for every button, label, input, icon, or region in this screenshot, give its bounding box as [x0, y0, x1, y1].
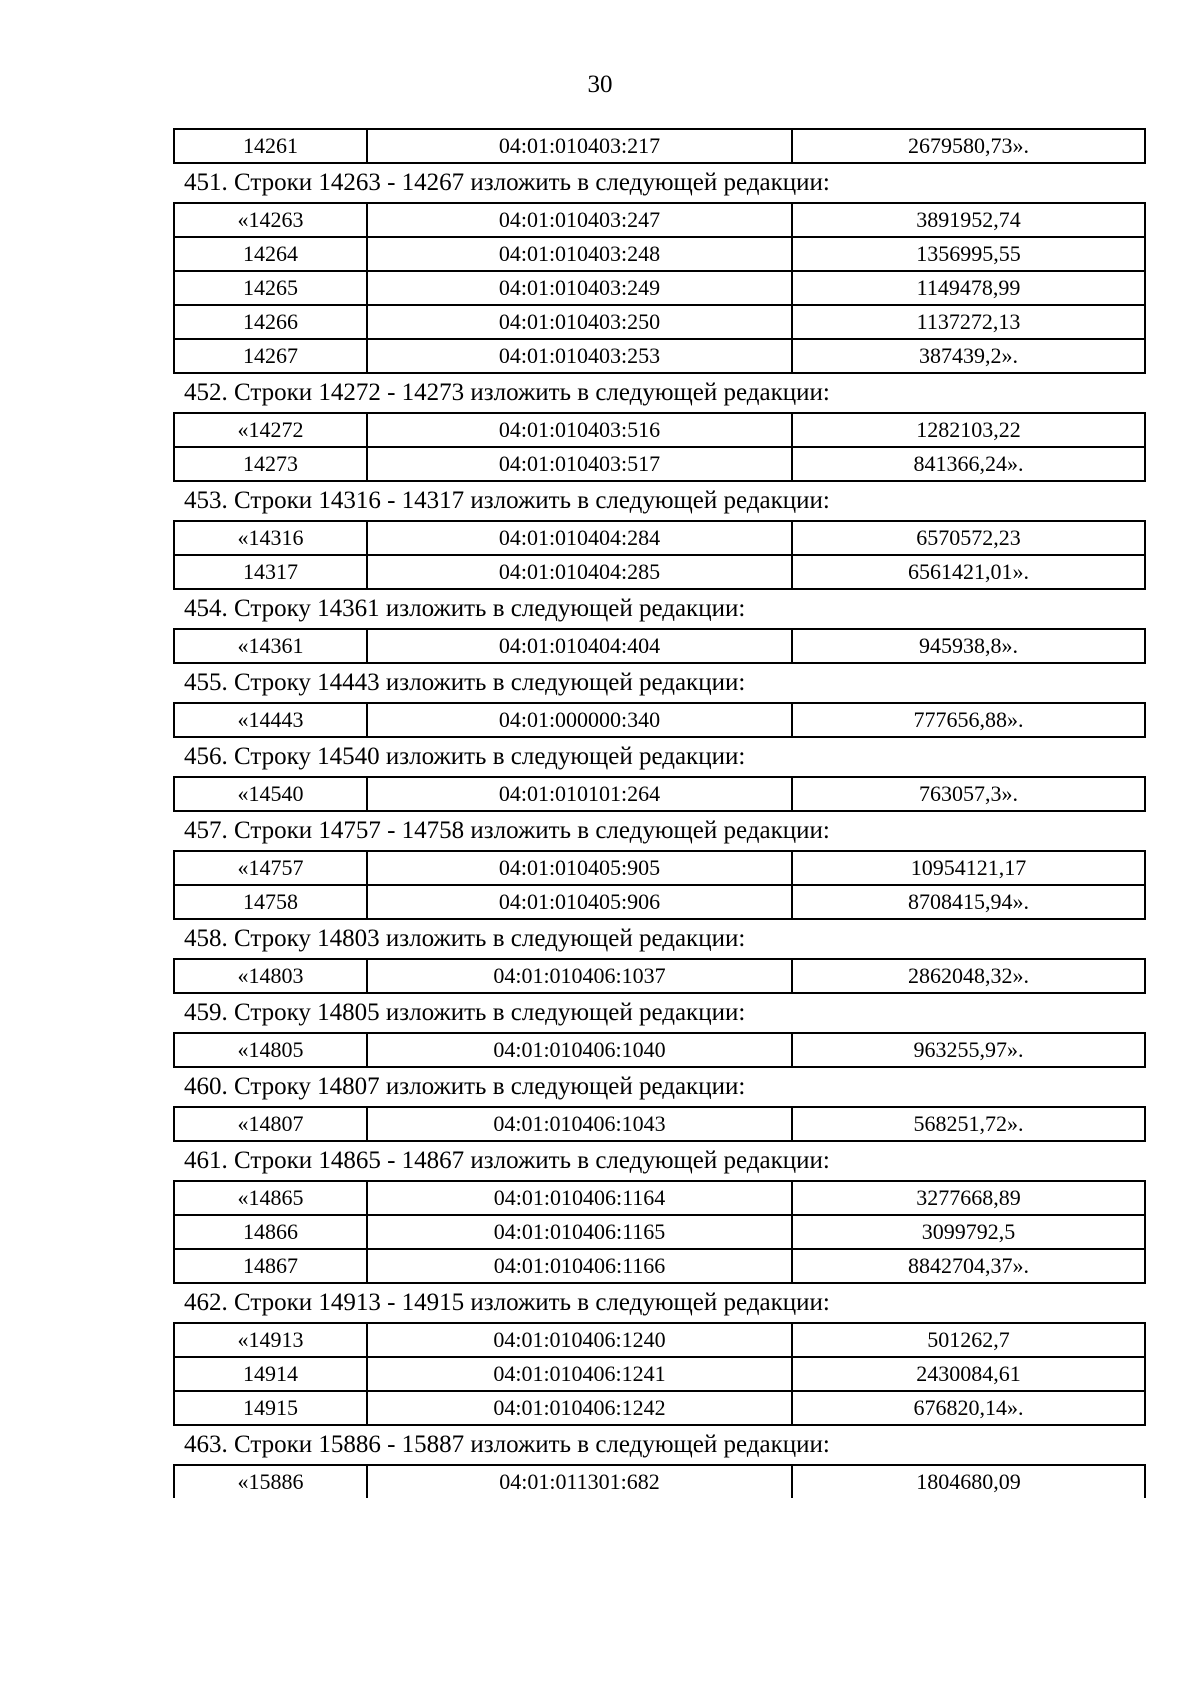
cadastral-number-cell: 04:01:010406:1242: [367, 1391, 792, 1425]
row-number-cell: 14914: [174, 1357, 367, 1391]
cadastral-number-cell: 04:01:010403:253: [367, 339, 792, 373]
cadastral-number-cell: 04:01:010406:1241: [367, 1357, 792, 1391]
amendment-section: [173, 1068, 1144, 1142]
table-row: [174, 1181, 1145, 1215]
table-row: [174, 413, 1145, 447]
table-row: [174, 555, 1145, 589]
amendment-section: [173, 1426, 1144, 1498]
section-heading: 455. Строку 14443 изложить в следующей редакции:: [184, 669, 746, 696]
section-table: [173, 958, 1146, 994]
value-cell: 501262,7: [792, 1323, 1145, 1357]
row-number-cell: «14272: [174, 413, 367, 447]
value-cell: 1137272,13: [792, 305, 1145, 339]
amendment-section: [173, 1142, 1144, 1284]
amendment-section: [173, 374, 1144, 482]
section-heading: 459. Строку 14805 изложить в следующей редакции:: [184, 999, 746, 1026]
section-table: [173, 1180, 1146, 1284]
amendment-section: [173, 994, 1144, 1068]
table-row: [174, 305, 1145, 339]
value-cell: 3891952,74: [792, 203, 1145, 237]
value-cell: 8708415,94».: [792, 885, 1145, 919]
table-row: [174, 629, 1145, 663]
table-row: [174, 447, 1145, 481]
row-number-cell: 14267: [174, 339, 367, 373]
table-row: [174, 1033, 1145, 1067]
row-number-cell: 14261: [174, 129, 367, 163]
page-number: 30: [587, 71, 613, 98]
section-heading: 463. Строки 15886 - 15887 изложить в следующей редакции:: [184, 1431, 830, 1458]
section-table: [173, 1322, 1146, 1426]
value-cell: 3277668,89: [792, 1181, 1145, 1215]
section-table: [173, 1464, 1146, 1498]
cadastral-number-cell: 04:01:010406:1240: [367, 1323, 792, 1357]
cadastral-number-cell: 04:01:010403:250: [367, 305, 792, 339]
row-number-cell: «14361: [174, 629, 367, 663]
row-number-cell: 14273: [174, 447, 367, 481]
table-row: [174, 851, 1145, 885]
cadastral-number-cell: 04:01:010101:264: [367, 777, 792, 811]
row-number-cell: «14807: [174, 1107, 367, 1141]
cadastral-number-cell: 04:01:000000:340: [367, 703, 792, 737]
section-heading: 462. Строки 14913 - 14915 изложить в следующей редакции:: [184, 1289, 830, 1316]
table-row: [174, 237, 1145, 271]
table-row: [174, 203, 1145, 237]
row-number-cell: «14865: [174, 1181, 367, 1215]
section-table: [173, 202, 1146, 374]
table-row: [174, 1323, 1145, 1357]
row-number-cell: «14805: [174, 1033, 367, 1067]
cadastral-number-cell: 04:01:010403:517: [367, 447, 792, 481]
section-heading: 458. Строку 14803 изложить в следующей редакции:: [184, 925, 746, 952]
section-heading: 451. Строки 14263 - 14267 изложить в следующей редакции:: [184, 169, 830, 196]
value-cell: 2679580,73».: [792, 129, 1145, 163]
cadastral-number-cell: 04:01:010403:249: [367, 271, 792, 305]
row-number-cell: 14758: [174, 885, 367, 919]
row-number-cell: «14757: [174, 851, 367, 885]
table-row: [174, 1391, 1145, 1425]
cadastral-number-cell: 04:01:010404:404: [367, 629, 792, 663]
amendment-section: [173, 1284, 1144, 1426]
table-row: [174, 885, 1145, 919]
amendment-sections: [173, 164, 1144, 1498]
value-cell: 2862048,32».: [792, 959, 1145, 993]
row-number-cell: 14866: [174, 1215, 367, 1249]
value-cell: 841366,24».: [792, 447, 1145, 481]
table-row: [174, 521, 1145, 555]
cadastral-number-cell: 04:01:010403:217: [367, 129, 792, 163]
row-number-cell: «14803: [174, 959, 367, 993]
cadastral-number-cell: 04:01:010406:1164: [367, 1181, 792, 1215]
cadastral-number-cell: 04:01:010406:1165: [367, 1215, 792, 1249]
section-heading: 461. Строки 14865 - 14867 изложить в следующей редакции:: [184, 1147, 830, 1174]
section-heading: 453. Строки 14316 - 14317 изложить в следующей редакции:: [184, 487, 830, 514]
table-row: [174, 1465, 1145, 1498]
section-table: [173, 520, 1146, 590]
cadastral-number-cell: 04:01:010405:906: [367, 885, 792, 919]
section-table: [173, 702, 1146, 738]
table-row: [174, 1249, 1145, 1283]
row-number-cell: «15886: [174, 1465, 367, 1498]
amendment-section: [173, 164, 1144, 374]
section-heading: 457. Строки 14757 - 14758 изложить в следующей редакции:: [184, 817, 830, 844]
section-table: [173, 628, 1146, 664]
value-cell: 8842704,37».: [792, 1249, 1145, 1283]
cadastral-number-cell: 04:01:010406:1040: [367, 1033, 792, 1067]
value-cell: 945938,8».: [792, 629, 1145, 663]
cadastral-number-cell: 04:01:011301:682: [367, 1465, 792, 1498]
top-table: [173, 128, 1146, 164]
amendment-section: [173, 738, 1144, 812]
row-number-cell: «14316: [174, 521, 367, 555]
value-cell: 676820,14».: [792, 1391, 1145, 1425]
value-cell: 6570572,23: [792, 521, 1145, 555]
section-heading: 460. Строку 14807 изложить в следующей редакции:: [184, 1073, 746, 1100]
section-table: [173, 412, 1146, 482]
cadastral-number-cell: 04:01:010406:1166: [367, 1249, 792, 1283]
cadastral-number-cell: 04:01:010403:247: [367, 203, 792, 237]
cadastral-number-cell: 04:01:010403:248: [367, 237, 792, 271]
value-cell: 10954121,17: [792, 851, 1145, 885]
value-cell: 777656,88».: [792, 703, 1145, 737]
table-row: [174, 129, 1145, 163]
table-row: [174, 1107, 1145, 1141]
value-cell: 1149478,99: [792, 271, 1145, 305]
amendment-section: [173, 482, 1144, 590]
row-number-cell: 14265: [174, 271, 367, 305]
section-heading: 456. Строку 14540 изложить в следующей редакции:: [184, 743, 746, 770]
row-number-cell: 14867: [174, 1249, 367, 1283]
value-cell: 568251,72».: [792, 1107, 1145, 1141]
section-table: [173, 850, 1146, 920]
row-number-cell: 14266: [174, 305, 367, 339]
row-number-cell: «14263: [174, 203, 367, 237]
amendment-section: [173, 664, 1144, 738]
row-number-cell: 14317: [174, 555, 367, 589]
row-number-cell: «14443: [174, 703, 367, 737]
amendment-section: [173, 590, 1144, 664]
cadastral-number-cell: 04:01:010403:516: [367, 413, 792, 447]
table-row: [174, 1357, 1145, 1391]
cadastral-number-cell: 04:01:010406:1037: [367, 959, 792, 993]
table-row: [174, 1215, 1145, 1249]
row-number-cell: 14264: [174, 237, 367, 271]
value-cell: 3099792,5: [792, 1215, 1145, 1249]
value-cell: 2430084,61: [792, 1357, 1145, 1391]
value-cell: 1356995,55: [792, 237, 1145, 271]
cadastral-number-cell: 04:01:010405:905: [367, 851, 792, 885]
section-table: [173, 1106, 1146, 1142]
row-number-cell: 14915: [174, 1391, 367, 1425]
amendment-section: [173, 920, 1144, 994]
value-cell: 387439,2».: [792, 339, 1145, 373]
cadastral-number-cell: 04:01:010406:1043: [367, 1107, 792, 1141]
value-cell: 1282103,22: [792, 413, 1145, 447]
row-number-cell: «14540: [174, 777, 367, 811]
value-cell: 963255,97».: [792, 1033, 1145, 1067]
cadastral-number-cell: 04:01:010404:285: [367, 555, 792, 589]
amendment-section: [173, 812, 1144, 920]
section-table: [173, 776, 1146, 812]
table-row: [174, 339, 1145, 373]
document-body: [173, 128, 1144, 1498]
value-cell: 1804680,09: [792, 1465, 1145, 1498]
table-row: [174, 959, 1145, 993]
value-cell: 6561421,01».: [792, 555, 1145, 589]
cadastral-number-cell: 04:01:010404:284: [367, 521, 792, 555]
table-row: [174, 777, 1145, 811]
section-heading: 454. Строку 14361 изложить в следующей редакции:: [184, 595, 746, 622]
section-table: [173, 1032, 1146, 1068]
table-row: [174, 271, 1145, 305]
row-number-cell: «14913: [174, 1323, 367, 1357]
section-heading: 452. Строки 14272 - 14273 изложить в следующей редакции:: [184, 379, 830, 406]
table-row: [174, 703, 1145, 737]
value-cell: 763057,3».: [792, 777, 1145, 811]
